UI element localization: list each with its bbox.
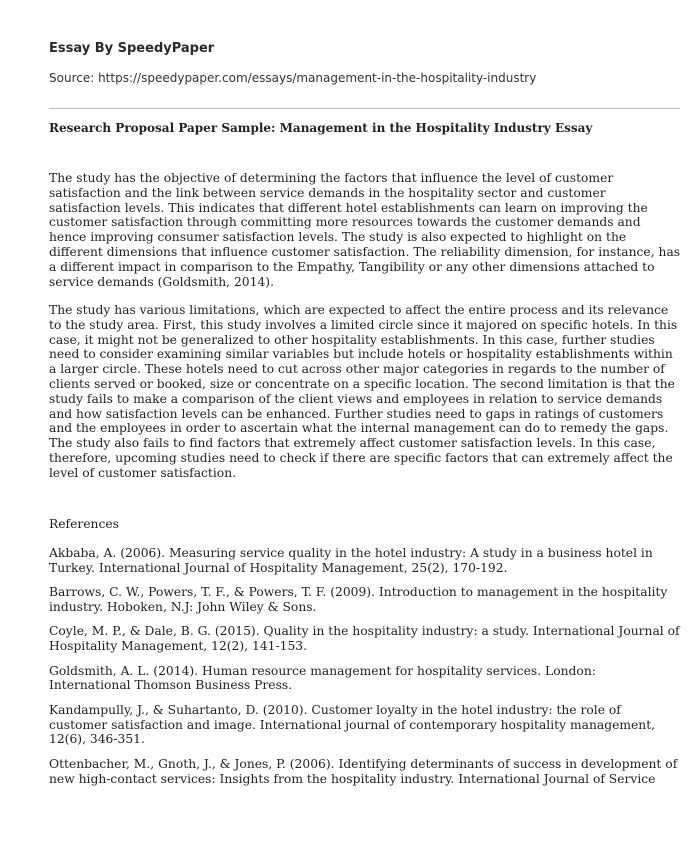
body-paragraph	[49, 171, 681, 300]
source-line: Source: https://speedypaper.com/essays/management-in-the-hospitality-industry	[49, 71, 537, 85]
document-title: Research Proposal Paper Sample: Management in the Hospitality Industry Essay	[49, 121, 593, 135]
references-heading: References	[49, 517, 119, 531]
references-list	[49, 546, 681, 796]
reference-item: Coyle, M. P., & Dale, B. G. (2015). Quality in the hospitality industry: a study. International Journal of Hospitality Management, 12(2), 141-153.	[49, 624, 680, 654]
body-paragraph	[49, 303, 681, 492]
reference-item: Goldsmith, A. L. (2014). Human resource management for hospitality services. London: International Thomson Business Press.	[49, 663, 596, 693]
reference-item: Akbaba, A. (2006). Measuring service quality in the hotel industry: A study in a business hotel in Turkey. International Journal of Hospitality Management, 25(2), 170-192.	[49, 546, 653, 575]
reference-item: Kandampully, J., & Suhartanto, D. (2010). Customer loyalty in the hotel industry: the role of customer satisfaction and image. International journal of contemporary hospitality management, 12(6), 346-351.	[49, 702, 656, 747]
divider	[49, 108, 680, 109]
reference-item: Ottenbacher, M., Gnoth, J., & Jones, P. (2006). Identifying determinants of success in development of new high-contact services: Insights from the hospitality industry. International Journal of Service	[49, 756, 678, 786]
reference-item: Barrows, C. W., Powers, T. F., & Powers, T. F. (2009). Introduction to management in the hospitality industry. Hoboken, N.J: John Wiley & Sons.	[49, 585, 668, 614]
paragraph-1: The study has the objective of determining the factors that influence the level of customer satisfaction and the link between service demands in the hospitality sector and customer satisfaction levels. This indicates that different hotel establishments can learn on improving the customer satisfaction through committing more resources towards the customer demands and hence improving consumer satisfaction levels. The study is also expected to highlight on the different dimensions that influence customer satisfaction. The reliability dimension, for instance, has a different impact in comparison to the Empathy, Tangibility or any other dimensions attached to service demands (Goldsmith, 2014).	[49, 171, 681, 289]
essay-brand: Essay By SpeedyPaper	[49, 41, 215, 56]
paragraph-2: The study has various limitations, which are expected to affect the entire process and its relevance to the study area. First, this study involves a limited circle since it majored on specific hotels. In this case, it might not be generalized to other hospitality establishments. In this case, further studies need to consider examining similar variables but include hotels or hospitality establishments within a larger circle. These hotels need to cut across other major categories in regards to the number of clients served or booked, size or concentrate on a specific location. The second limitation is that the study fails to make a comparison of the client views and employees in relation to service demands and how satisfaction levels can be enhanced. Further studies need to gaps in ratings of customers and the employees in order to ascertain what the internal management can do to remedy the gaps. The study also fails to find factors that extremely affect customer satisfaction levels. In this case, therefore, upcoming studies need to check if there are specific factors that can extremely affect the level of customer satisfaction.	[49, 303, 678, 480]
